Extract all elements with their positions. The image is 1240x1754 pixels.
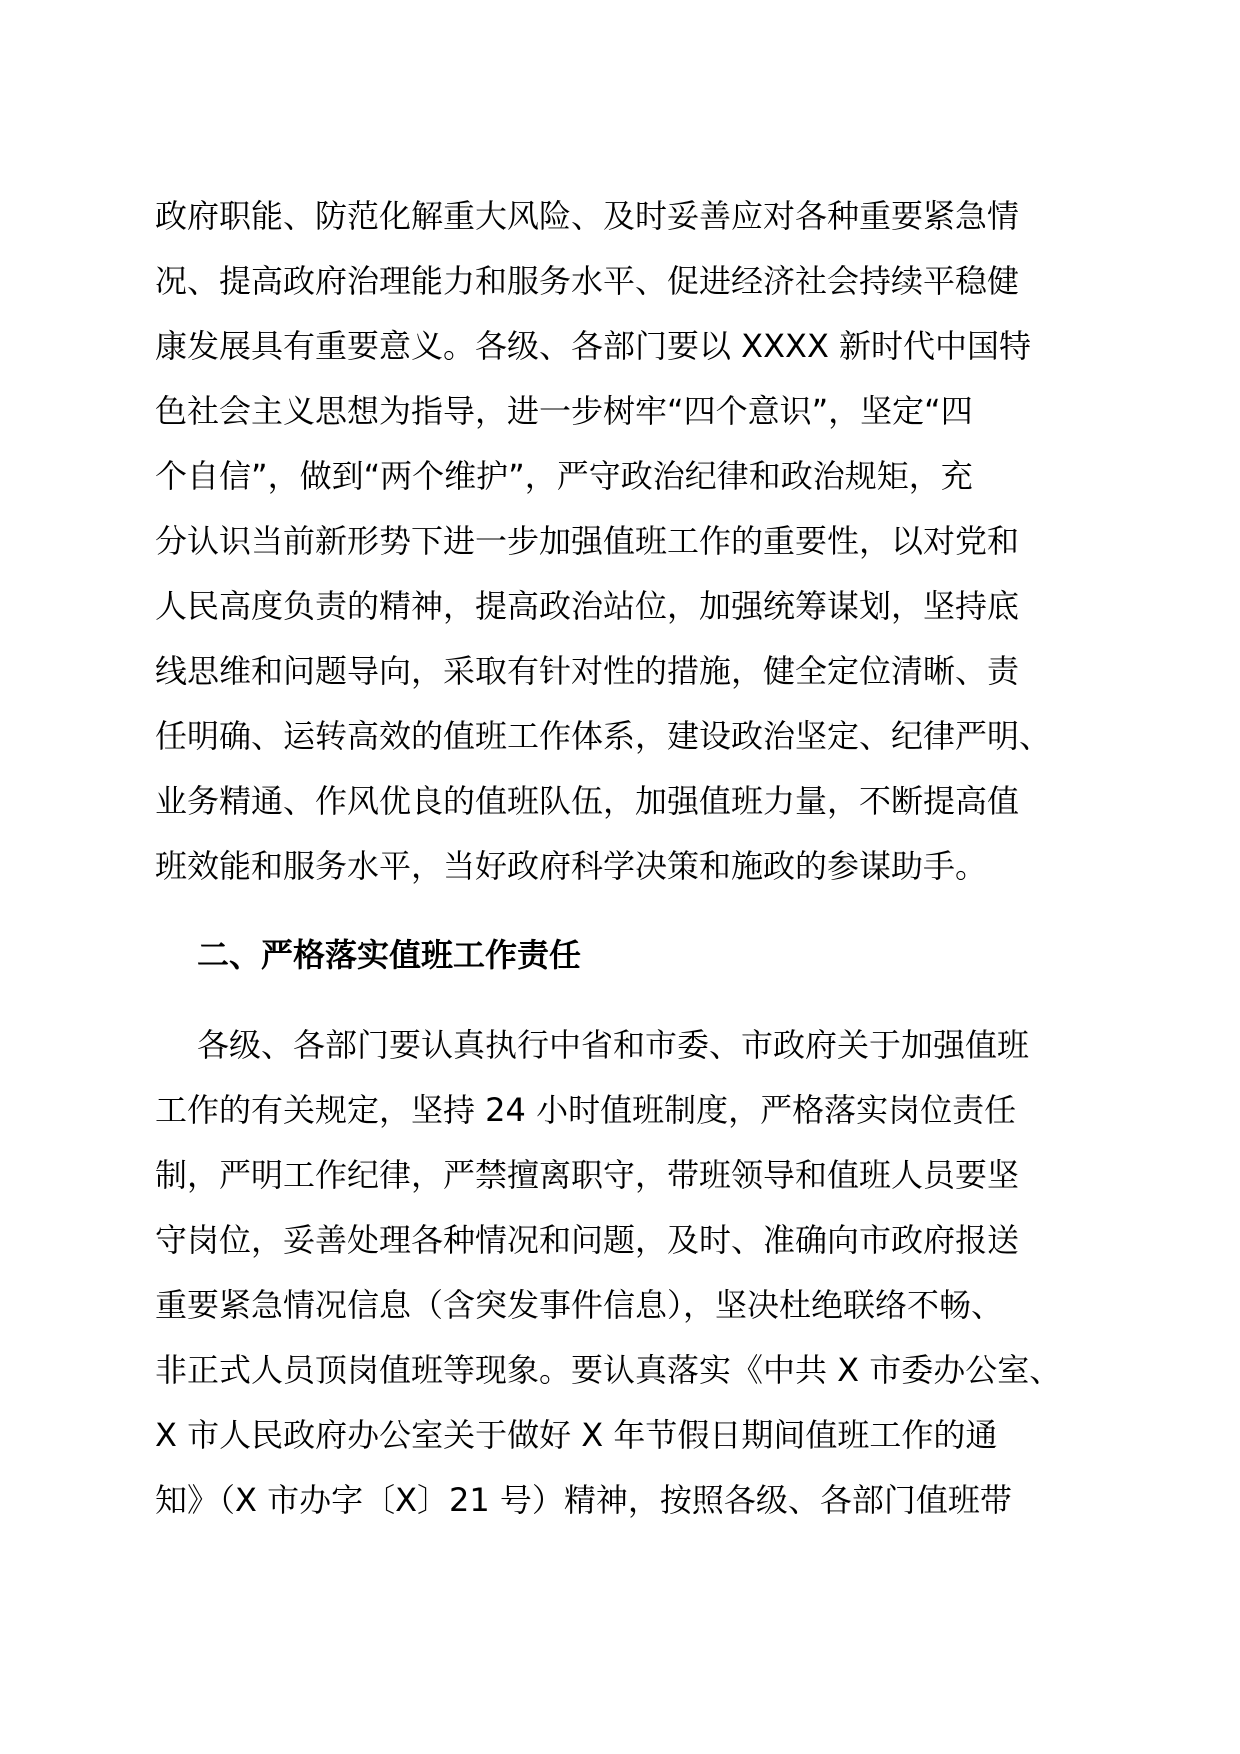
paragraph-line: 业务精通、作风优良的值班队伍，加强值班力量，不断提高值: [155, 782, 1020, 820]
paragraph-line: 工作的有关规定，坚持 24 小时值班制度，严格落实岗位责任: [155, 1091, 1017, 1129]
section-heading: 二、严格落实值班工作责任: [197, 936, 582, 974]
paragraph-line: 任明确、运转高效的值班工作体系，建设政治坚定、纪律严明、: [155, 717, 1052, 755]
paragraph-line: 重要紧急情况信息（含突发事件信息），坚决杜绝联络不畅、: [155, 1286, 1004, 1324]
paragraph-line: 政府职能、防范化解重大风险、及时妥善应对各种重要紧急情: [155, 197, 1020, 235]
paragraph-line: 守岗位，妥善处理各种情况和问题，及时、准确向市政府报送: [155, 1221, 1020, 1259]
paragraph-line: 况、提高政府治理能力和服务水平、促进经济社会持续平稳健: [155, 262, 1020, 300]
paragraph-line: 制，严明工作纪律，严禁擅离职守，带班领导和值班人员要坚: [155, 1156, 1020, 1194]
paragraph-line: 知》（X 市办字〔X〕21 号）精神，按照各级、各部门值班带: [155, 1481, 1012, 1519]
paragraph-line: 非正式人员顶岗值班等现象。要认真落实《中共 X 市委办公室、: [155, 1351, 1062, 1389]
paragraph-line: 色社会主义思想为指导，进一步树牢“四个意识”，坚定“四: [155, 392, 973, 430]
paragraph-line: 人民高度负责的精神，提高政治站位，加强统筹谋划，坚持底: [155, 587, 1020, 625]
paragraph-line: 班效能和服务水平，当好政府科学决策和施政的参谋助手。: [155, 847, 988, 885]
paragraph-line: X 市人民政府办公室关于做好 X 年节假日期间值班工作的通: [155, 1416, 998, 1454]
paragraph-line: 个自信”，做到“两个维护”，严守政治纪律和政治规矩，充: [155, 457, 973, 495]
paragraph-line: 线思维和问题导向，采取有针对性的措施，健全定位清晰、责: [155, 652, 1020, 690]
paragraph-line: 各级、各部门要认真执行中省和市委、市政府关于加强值班: [197, 1026, 1030, 1064]
paragraph-line: 康发展具有重要意义。各级、各部门要以 XXXX 新时代中国特: [155, 327, 1032, 365]
paragraph-line: 分认识当前新形势下进一步加强值班工作的重要性，以对党和: [155, 522, 1020, 560]
